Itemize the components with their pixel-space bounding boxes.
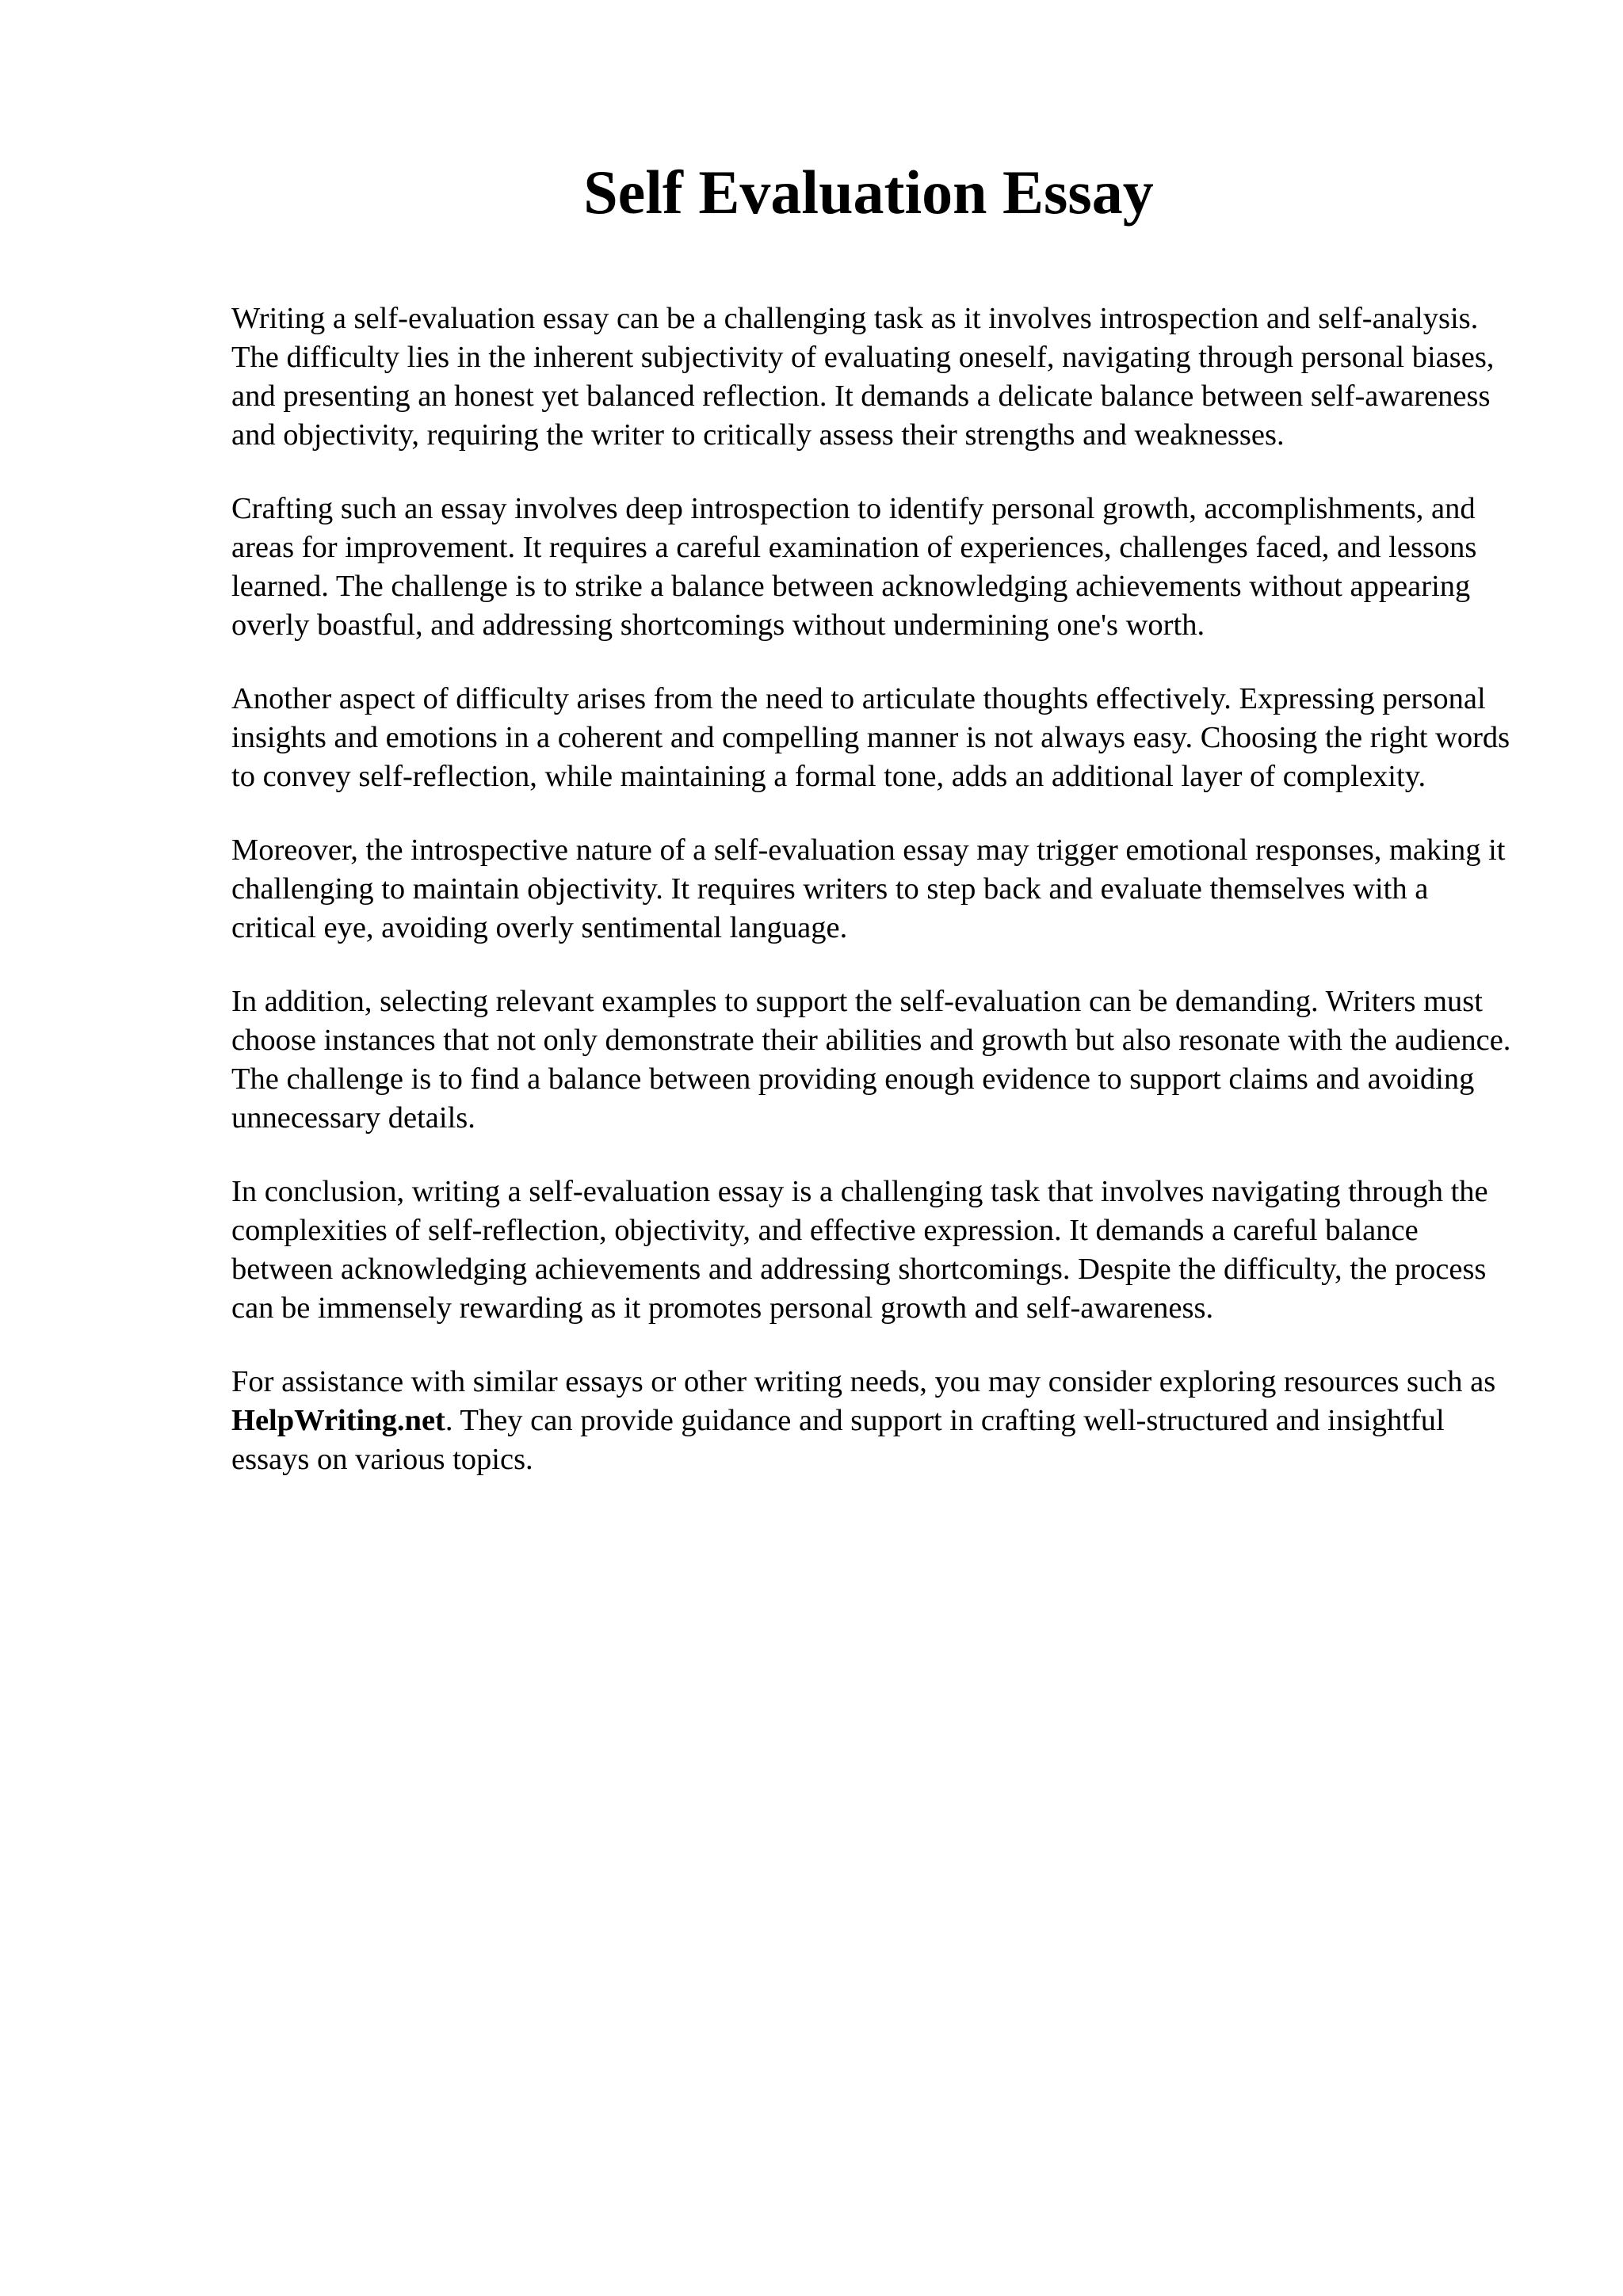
closing-text-before: For assistance with similar essays or other writing needs, you may consider exploring resources such as bbox=[231, 1365, 1496, 1398]
paragraph-1: Writing a self-evaluation essay can be a challenging task as it involves introspection and self-analysis. The difficulty lies in the inherent subjectivity of evaluating oneself, navigating through personal biases, and presenting an honest yet balanced reflection. It demands a delicate balance between self-awareness and objectivity, requiring the writer to critically assess their strengths and weaknesses. bbox=[231, 302, 1495, 452]
page-title: Self Evaluation Essay bbox=[583, 158, 1154, 227]
closing-text-after: . They can provide guidance and support in crafting well-structured and insightful essays on various topics. bbox=[231, 1404, 1445, 1476]
closing-paragraph bbox=[231, 1363, 1515, 1479]
paragraph-3: Another aspect of difficulty arises from the need to articulate thoughts effectively. Expressing personal insights and emotions in a coherent and compelling manner is not always easy. Choosing the right words to convey self-reflection, while maintaining a formal tone, adds an additional layer of complexity. bbox=[231, 682, 1510, 793]
paragraph-2: Crafting such an essay involves deep introspection to identify personal growth, accomplishments, and areas for improvement. It requires a careful examination of experiences, challenges faced, and lessons learned. The challenge is to strike a balance between acknowledging achievements without appearing overly boastful, and addressing shortcomings without undermining one's worth. bbox=[231, 492, 1477, 642]
paragraph-4: Moreover, the introspective nature of a self-evaluation essay may trigger emotional responses, making it challenging to maintain objectivity. It requires writers to step back and evaluate themselves with a critical eye, avoiding overly sentimental language. bbox=[231, 833, 1506, 944]
brand-link[interactable]: HelpWriting.net bbox=[231, 1404, 445, 1437]
paragraph-5: In addition, selecting relevant examples to support the self-evaluation can be demanding. Writers must choose instances that not only demonstrate their abilities and growth but also resonate with the audience. The challenge is to find a balance between providing enough evidence to support claims and avoiding unnecessary details. bbox=[231, 985, 1511, 1135]
essay-body bbox=[231, 299, 1515, 1514]
paragraph-6: In conclusion, writing a self-evaluation essay is a challenging task that involves navigating through the complexities of self-reflection, objectivity, and effective expression. It demands a careful balance between acknowledging achievements and addressing shortcomings. Despite the difficulty, the process can be immensely rewarding as it promotes personal growth and self-awareness. bbox=[231, 1175, 1488, 1325]
